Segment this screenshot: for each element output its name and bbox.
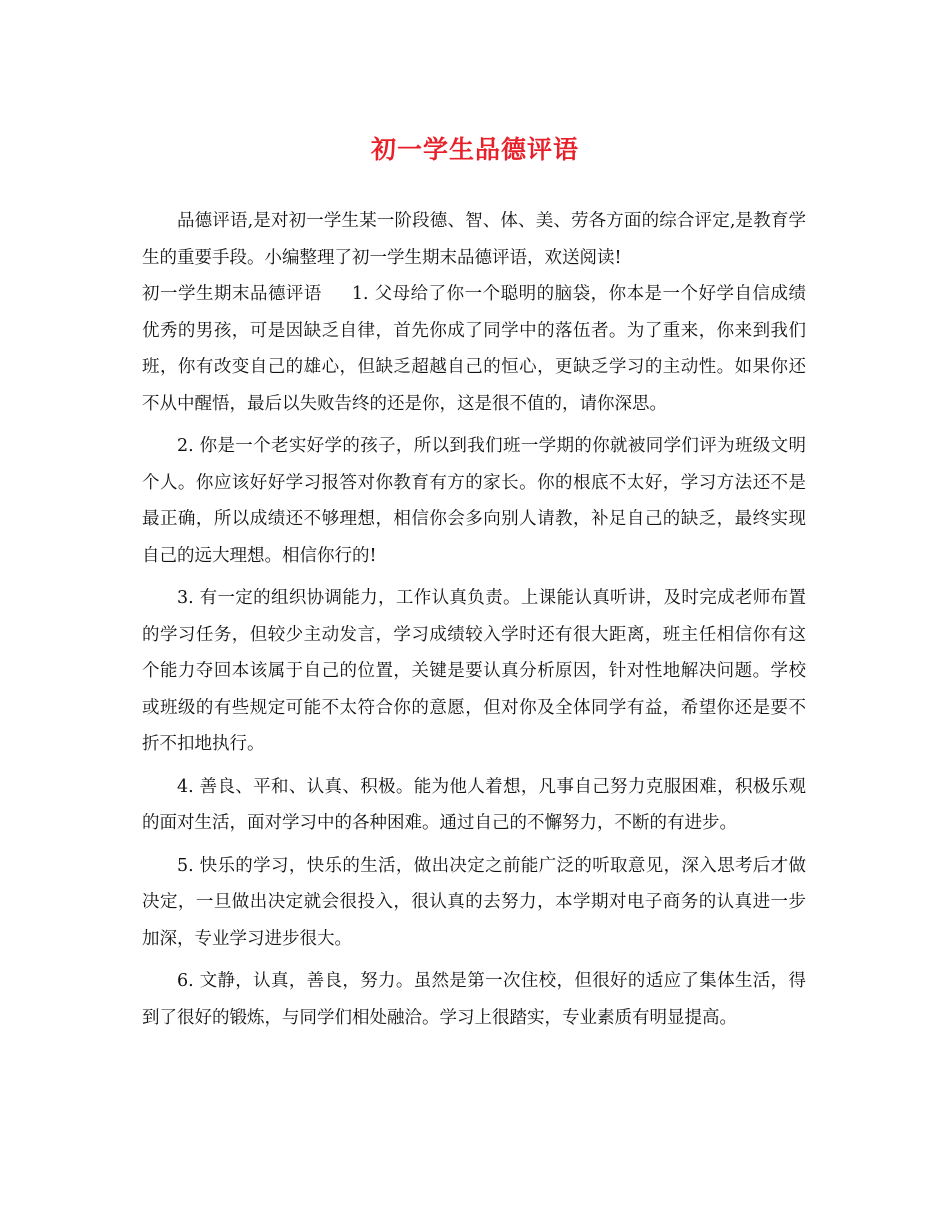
intro-paragraph: 品德评语,是对初一学生某一阶段德、智、体、美、劳各方面的综合评定,是教育学生的重要手段。小编整理了初一学生期末品德评语，欢送阅读!: [142, 211, 806, 268]
comment-item-6: 6. 文静，认真，善良，努力。虽然是第一次住校，但很好的适应了集体生活，得到了很好的锻炼，与同学们相处融洽。学习上很踏实，专业素质有明显提高。: [142, 971, 806, 1028]
comment-item-4: 4. 善良、平和、认真、积极。能为他人着想，凡事自己努力克服困难，积极乐观的面对生活，面对学习中的各种困难。通过自己的不懈努力，不断的有进步。: [142, 776, 806, 833]
document-title: 初一学生品德评语: [370, 135, 579, 164]
comment-item-1-paragraph: [142, 276, 806, 422]
comment-item-5: 5. 快乐的学习，快乐的生活，做出决定之前能广泛的听取意见，深入思考后才做决定，一旦做出决定就会很投入，很认真的去努力，本学期对电子商务的认真进一步加深，专业学习进步很大。: [142, 855, 806, 949]
comment-item-1: 1. 父母给了你一个聪明的脑袋，你本是一个好学自信成绩优秀的男孩，可是因缺乏自律，首先你成了同学中的落伍者。为了重来，你来到我们班，你有改变自己的雄心，但缺乏超越自己的恒心，更缺乏学习的主动性。如果你还不从中醒悟，最后以失败告终的还是你，这是很不值的，请你深思。: [142, 284, 806, 414]
comment-item-3: 3. 有一定的组织协调能力，工作认真负责。上课能认真听讲，及时完成老师布置的学习任务，但较少主动发言，学习成绩较入学时还有很大距离，班主任相信你有这个能力夺回本该属于自己的位置，关键是要认真分析原因，针对性地解决问题。学校或班级的有些规定可能不太符合你的意愿，但对你及全体同学有益，希望你还是要不折不扣地执行。: [142, 588, 806, 754]
comment-item-2: 2. 你是一个老实好学的孩子，所以到我们班一学期的你就被同学们评为班级文明个人。你应该好好学习报答对你教育有方的家长。你的根底不太好，学习方法还不是最正确，所以成绩还不够理想，相信你会多向别人请教，补足自己的缺乏，最终实现自己的远大理想。相信你行的!: [142, 436, 806, 566]
document-body: [142, 203, 806, 1036]
section-heading: 初一学生期末品德评语: [142, 284, 322, 304]
